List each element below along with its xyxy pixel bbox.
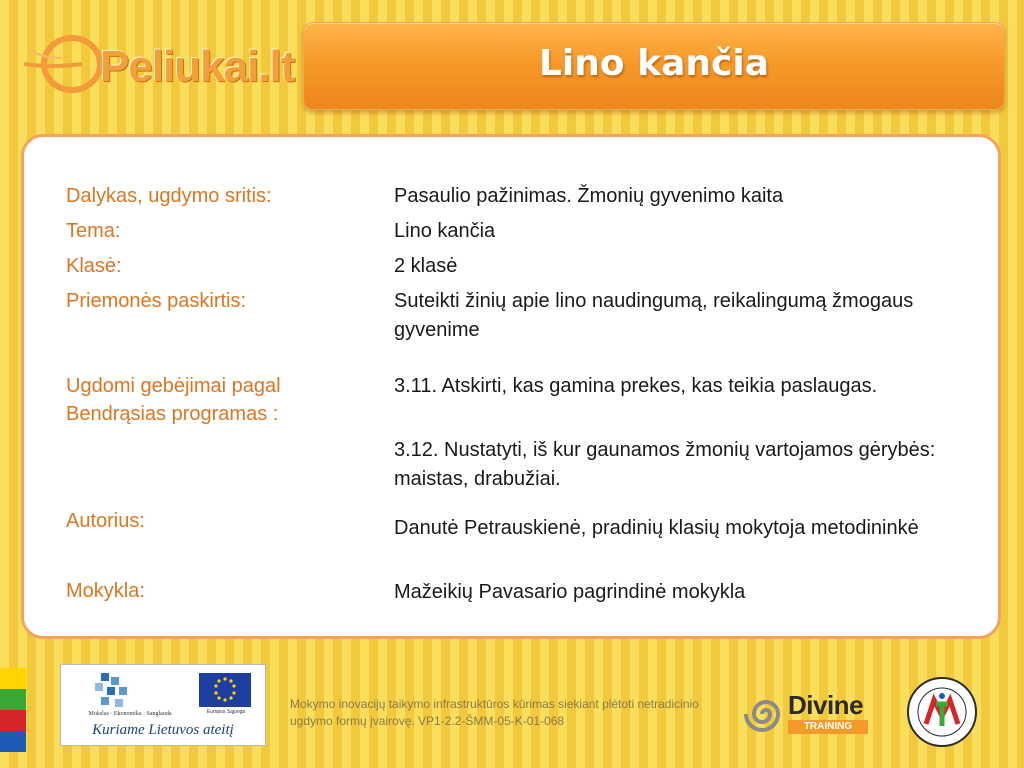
logo-swirl-icon	[22, 28, 112, 100]
label-author: Autorius:	[66, 510, 145, 532]
school-emblem	[906, 676, 978, 748]
label-purpose: Priemonės paskirtis:	[66, 290, 247, 312]
value-author: Danutė Petrauskienė, pradinių klasių mokytoja metodininkė	[394, 517, 919, 539]
spiral-icon	[744, 692, 788, 736]
eu-flag-icon	[199, 673, 251, 707]
value-purpose: Suteikti žinių apie lino naudingumą, reikalingumą žmogaus gyvenime	[394, 290, 914, 341]
info-panel	[21, 134, 1001, 639]
value-school: Mažeikių Pavasario pagrindinė mokykla	[394, 581, 746, 603]
value-subject: Pasaulio pažinimas. Žmonių gyvenimo kaita	[394, 185, 784, 207]
logo-text: Peliukai.lt	[100, 42, 295, 91]
cube-pattern-icon	[81, 671, 151, 715]
value-grade: 2 klasė	[394, 255, 458, 277]
color-strip	[0, 668, 26, 752]
divine-sub: TRAINING	[788, 720, 868, 734]
label-school: Mokykla:	[66, 580, 145, 602]
eu-slogan: Kuriame Lietuvos ateitį	[92, 722, 234, 738]
eu-caption-small: Mokslas · Ekonomika · Sanglauda	[88, 711, 172, 717]
value-skills-1: 3.11. Atskirti, kas gamina prekes, kas teikia paslaugas.	[394, 375, 878, 397]
divine-name: Divine	[788, 690, 864, 720]
project-note: Mokymo inovacijų taikymo infrastruktūros kūrimas siekiant plėtoti netradicinio ugdymo formų įvairovę. VP1-2.2-ŠMM-05-K-01-068	[290, 697, 699, 728]
label-subject: Dalykas, ugdymo sritis:	[66, 185, 272, 207]
page-title: Lino kančia	[538, 43, 769, 84]
value-skills-2: 3.12. Nustatyti, iš kur gaunamos žmonių vartojamos gėrybės: maistas, drabužiai.	[394, 439, 936, 490]
label-topic: Tema:	[66, 220, 121, 242]
value-topic: Lino kančia	[394, 220, 496, 242]
eu-flag-caption: Europos Sąjunga	[206, 709, 246, 715]
eu-funding-logo	[60, 664, 266, 746]
label-grade: Klasė:	[66, 255, 122, 277]
divine-training-logo	[744, 690, 870, 738]
peliukai-logo[interactable]	[22, 28, 295, 100]
title-bar	[303, 22, 1005, 110]
emblem-icon	[906, 676, 978, 748]
label-skills: Ugdomi gebėjimai pagal Bendrąsias programas :	[66, 375, 281, 425]
